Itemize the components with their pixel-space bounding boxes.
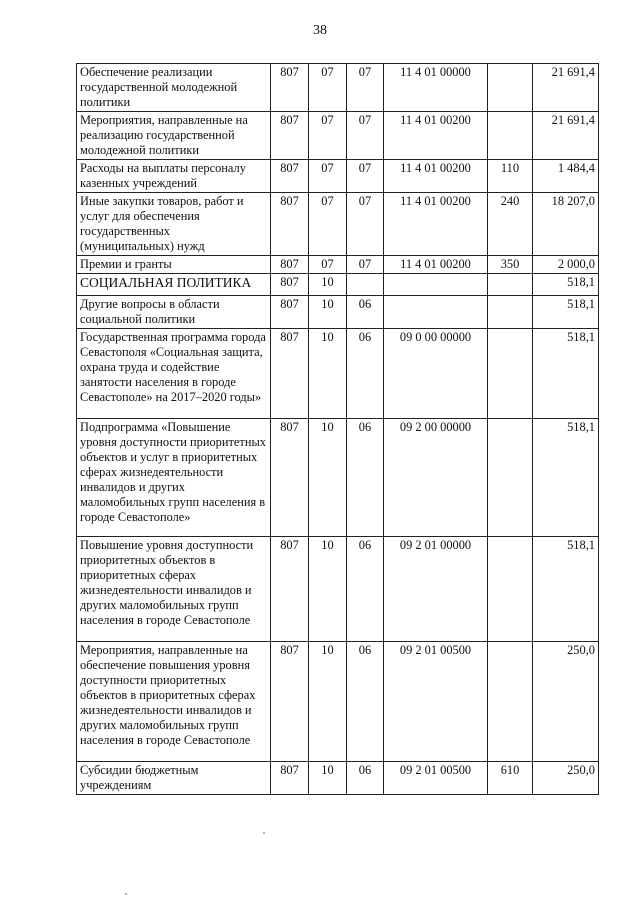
subsection-code: 07 [347, 193, 384, 256]
scan-speck [263, 832, 265, 834]
target-code: 11 4 01 00200 [384, 193, 488, 256]
expense-type [488, 112, 533, 160]
dept-code: 807 [271, 274, 309, 296]
subsection-code: 06 [347, 537, 384, 642]
amount: 21 691,4 [533, 64, 599, 112]
subsection-code: 07 [347, 64, 384, 112]
dept-code: 807 [271, 160, 309, 193]
dept-code: 807 [271, 642, 309, 762]
table-row [77, 329, 599, 419]
section-code: 07 [309, 64, 347, 112]
expense-type: 350 [488, 256, 533, 274]
table-row [77, 642, 599, 762]
section-code: 10 [309, 537, 347, 642]
table-row [77, 256, 599, 274]
target-code [384, 296, 488, 329]
subsection-code: 07 [347, 160, 384, 193]
subsection-code: 07 [347, 256, 384, 274]
table-row-section-heading [77, 274, 599, 296]
target-code: 11 4 01 00200 [384, 256, 488, 274]
target-code [384, 274, 488, 296]
dept-code: 807 [271, 296, 309, 329]
row-name: Расходы на выплаты персоналу казенных учреждений [77, 160, 271, 193]
subsection-code: 06 [347, 762, 384, 795]
section-code: 07 [309, 160, 347, 193]
amount: 250,0 [533, 762, 599, 795]
subsection-code: 07 [347, 112, 384, 160]
section-code: 10 [309, 762, 347, 795]
dept-code: 807 [271, 537, 309, 642]
expense-type [488, 419, 533, 537]
row-name: Иные закупки товаров, работ и услуг для обеспечения государственных (муниципальных) нужд [77, 193, 271, 256]
expense-type: 610 [488, 762, 533, 795]
row-name: Государственная программа города Севастополя «Социальная защита, охрана труда и содействие занятости населения в городе Севастополе» на 2017–2020 годы» [77, 329, 271, 419]
row-name: Мероприятия, направленные на реализацию государственной молодежной политики [77, 112, 271, 160]
section-code: 10 [309, 274, 347, 296]
dept-code: 807 [271, 762, 309, 795]
dept-code: 807 [271, 64, 309, 112]
target-code: 11 4 01 00200 [384, 160, 488, 193]
budget-table [76, 63, 599, 795]
scan-speck [125, 893, 127, 895]
table-row [77, 64, 599, 112]
amount: 21 691,4 [533, 112, 599, 160]
subsection-code: 06 [347, 419, 384, 537]
section-code: 10 [309, 296, 347, 329]
target-code: 09 2 01 00000 [384, 537, 488, 642]
expense-type [488, 274, 533, 296]
section-code: 07 [309, 112, 347, 160]
table-row [77, 112, 599, 160]
subsection-code: 06 [347, 642, 384, 762]
target-code: 09 2 00 00000 [384, 419, 488, 537]
amount: 2 000,0 [533, 256, 599, 274]
dept-code: 807 [271, 419, 309, 537]
target-code: 09 2 01 00500 [384, 642, 488, 762]
section-code: 10 [309, 329, 347, 419]
expense-type: 110 [488, 160, 533, 193]
table-row [77, 537, 599, 642]
amount: 18 207,0 [533, 193, 599, 256]
section-code: 10 [309, 419, 347, 537]
table-row [77, 419, 599, 537]
row-name: Премии и гранты [77, 256, 271, 274]
subsection-code: 06 [347, 329, 384, 419]
amount: 518,1 [533, 296, 599, 329]
target-code: 09 2 01 00500 [384, 762, 488, 795]
dept-code: 807 [271, 256, 309, 274]
row-name: СОЦИАЛЬНАЯ ПОЛИТИКА [77, 274, 271, 296]
target-code: 11 4 01 00200 [384, 112, 488, 160]
expense-type [488, 296, 533, 329]
row-name: Подпрограмма «Повышение уровня доступности приоритетных объектов и услуг в приоритетных сферах жизнедеятельности инвалидов и других маломобильных групп населения в городе Севастополе» [77, 419, 271, 537]
amount: 518,1 [533, 274, 599, 296]
dept-code: 807 [271, 112, 309, 160]
dept-code: 807 [271, 329, 309, 419]
amount: 518,1 [533, 537, 599, 642]
amount: 518,1 [533, 419, 599, 537]
expense-type [488, 537, 533, 642]
table-row [77, 762, 599, 795]
dept-code: 807 [271, 193, 309, 256]
row-name: Повышение уровня доступности приоритетных объектов в приоритетных сферах жизнедеятельности инвалидов и других маломобильных групп населения в городе Севастополе [77, 537, 271, 642]
subsection-code: 06 [347, 296, 384, 329]
row-name: Обеспечение реализации государственной молодежной политики [77, 64, 271, 112]
target-code: 11 4 01 00000 [384, 64, 488, 112]
row-name: Другие вопросы в области социальной политики [77, 296, 271, 329]
table-row [77, 193, 599, 256]
amount: 1 484,4 [533, 160, 599, 193]
expense-type [488, 329, 533, 419]
expense-type [488, 642, 533, 762]
expense-type [488, 64, 533, 112]
table-row [77, 296, 599, 329]
section-code: 10 [309, 642, 347, 762]
amount: 250,0 [533, 642, 599, 762]
section-code: 07 [309, 193, 347, 256]
amount: 518,1 [533, 329, 599, 419]
section-code: 07 [309, 256, 347, 274]
expense-type: 240 [488, 193, 533, 256]
row-name: Мероприятия, направленные на обеспечение повышения уровня доступности приоритетных объектов в приоритетных сферах жизнедеятельности инвалидов и других маломобильных групп населения в городе Севастополе [77, 642, 271, 762]
table-row [77, 160, 599, 193]
subsection-code [347, 274, 384, 296]
page-number: 38 [313, 23, 327, 38]
row-name: Субсидии бюджетным учреждениям [77, 762, 271, 795]
target-code: 09 0 00 00000 [384, 329, 488, 419]
